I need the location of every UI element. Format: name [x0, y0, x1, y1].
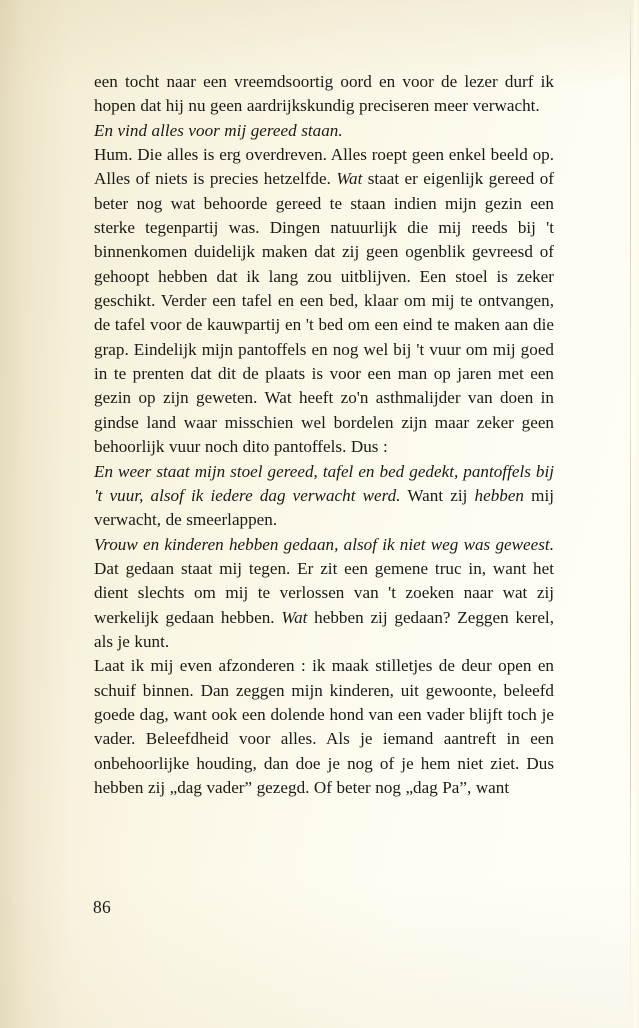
paragraph	[94, 70, 554, 119]
paragraph	[94, 654, 554, 800]
text-run: hebben zij gedaan? Zeggen kerel, als je kunt.	[94, 607, 554, 651]
page-text-block	[94, 70, 554, 800]
paragraph	[94, 533, 554, 655]
text-run: Want zij	[400, 485, 475, 505]
paragraph	[94, 143, 554, 459]
emphasis-run: hebben	[474, 485, 524, 505]
paragraph	[94, 119, 554, 143]
paragraph	[94, 460, 554, 533]
page-number: 86	[93, 897, 111, 917]
emphasis-run: Wat	[281, 607, 308, 627]
text-run: Laat ik mij even afzonderen : ik maak stilletjes de deur open en schuif binnen. Dan zeggen mijn kinderen, uit gewoonte, beleefd goede dag, want ook een dolende hond van een vader blijft toch je vader. Beleefdheid voor alles. Als je iemand aantreft in een onbehoorlijke houding, dan doe je nog of je hem niet ziet. Dus hebben zij „dag vader” gezegd. Of beter nog „dag Pa”, want	[94, 656, 554, 797]
text-run: Dat gedaan staat mij tegen. Er zit een gemene truc in, want het dient slechts om mij te verlossen van 't zoeken naar wat zij werkelijk gedaan hebben.	[94, 558, 554, 627]
scan-edge-highlight	[634, 0, 639, 1028]
scan-edge-line	[630, 0, 631, 1028]
text-run: mij verwacht, de smeerlappen.	[94, 485, 554, 530]
emphasis-run: Vrouw en kinderen hebben gedaan, alsof ik niet weg was geweest.	[94, 534, 554, 554]
emphasis-run: En weer staat mijn stoel gereed, tafel en bed gedekt, pantoffels bij 't vuur, alsof ik iedere dag verwacht werd.	[94, 461, 554, 505]
emphasis-run: Wat	[336, 169, 363, 189]
emphasis-run: En vind alles voor mij gereed staan.	[94, 120, 343, 140]
text-run: een tocht naar een vreemdsoortig oord en voor de lezer durf ik hopen dat hij nu geen aardrijkskundig preciseren meer verwacht.	[94, 72, 554, 116]
text-run: Hum. Die alles is erg overdreven. Alles roept geen enkel beeld op. Alles of niets is precies hetzelfde.	[94, 145, 554, 189]
text-run: staat er eigenlijk gereed of beter nog wat behoorde gereed te staan indien mijn gezin een sterke tegenpartij was. Dingen natuurlijk die mij reeds bij 't binnenkomen duidelijk maken dat zij geen ogenblik gevreesd of gehoopt hebben dat ik lang zou uitblijven. Een stoel is zeker geschikt. Verder een tafel en een bed, klaar om mij te ontvangen, de tafel voor de kauwpartij en 't bed om een eind te maken aan die grap. Eindelijk mijn pantoffels en nog wel bij 't vuur om mij goed in te prenten dat dit de plaats is voor een man op jaren met een gezin op zijn geweten. Wat heeft zo'n asthmalijder van doen in gindse land waar misschien wel bordelen zijn maar zeker geen behoorlijk vuur noch dito pantoffels. Dus :	[94, 169, 554, 457]
